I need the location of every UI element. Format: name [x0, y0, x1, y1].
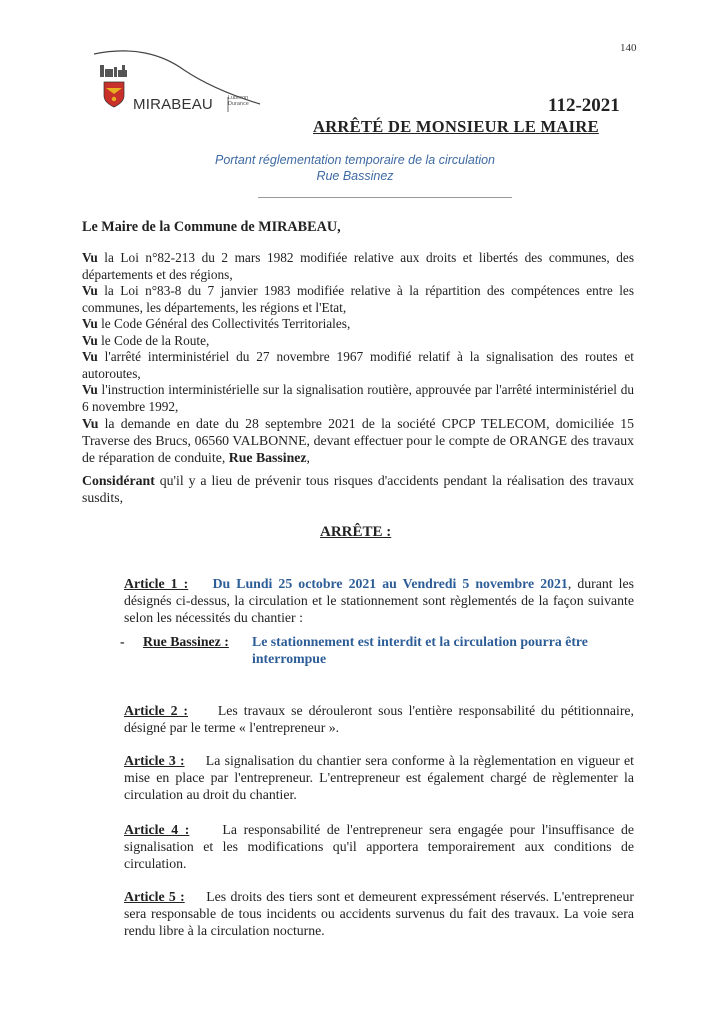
mayor-intro: Le Maire de la Commune de MIRABEAU,: [82, 219, 341, 235]
coat-of-arms-icon: [104, 82, 124, 107]
visa-item: Vu l'instruction interministérielle sur la signalisation routière, approuvée par l'arrêté interministériel du 6 novembre 1992,: [82, 382, 634, 414]
article-dates: Du Lundi 25 octobre 2021 au Vendredi 5 novembre 2021: [212, 576, 568, 591]
document-number: 112-2021: [548, 95, 620, 116]
document-subtitle: [205, 152, 505, 184]
logo-name: MIRABEAU: [133, 96, 213, 113]
document-title: ARRÊTÉ DE MONSIEUR LE MAIRE: [313, 117, 599, 136]
divider: [258, 197, 512, 198]
subtitle-line: Rue Bassinez: [316, 169, 394, 183]
article-label: Article 3 :: [124, 753, 185, 768]
article-4: Article 4 : La responsabilité de l'entrepreneur sera engagée pour l'insuffisance de signalisation et les modifications qu'il apportera temporairement aux conditions de circulation.: [124, 822, 634, 871]
article-label: Article 4 :: [124, 822, 190, 837]
visas-section: [82, 250, 634, 466]
article-label: Article 1 :: [124, 576, 189, 591]
visa-item: Vu l'arrêté interministériel du 27 novembre 1967 modifié relatif à la signalisation des routes et autoroutes,: [82, 349, 634, 381]
article-label: Article 5 :: [124, 889, 185, 904]
visa-item: Vu le Code de la Route,: [82, 332, 210, 348]
article-3: Article 3 : La signalisation du chantier sera conforme à la règlementation en vigueur et mise en place par l'entrepreneur. L'entrepreneur est également chargé de règlementer la circulation au droit du chantier.: [124, 753, 634, 802]
considerant-paragraph: Considérant qu'il y a lieu de prévenir tous risques d'accidents pendant la réalisation des travaux susdits,: [82, 473, 634, 505]
page-number: 140: [620, 42, 637, 54]
mirabeau-logo: [92, 48, 262, 128]
subtitle-line: Portant réglementation temporaire de la circulation: [214, 153, 495, 167]
article-1: Article 1 : Du Lundi 25 octobre 2021 au Vendredi 5 novembre 2021, durant les désignés ci-dessus, la circulation et le stationnement sont règlementés de la façon suivante selon les nécessités du chantier :: [124, 576, 634, 625]
visa-item: Vu la Loi n°83-8 du 7 janvier 1983 modifiée relative à la répartition des compétences entre les communes, les départements, les régions et l'Etat,: [82, 283, 634, 315]
visa-item: Vu la Loi n°82-213 du 2 mars 1982 modifiée relative aux droits et libertés des communes, des départements et des régions,: [82, 250, 634, 282]
logo-subtitle: Luberon Durance: [228, 95, 249, 107]
arrete-heading: ARRÊTE :: [320, 524, 392, 540]
visa-demande: Vu la demande en date du 28 septembre 2021 de la société CPCP TELECOM, domiciliée 15 Traverse des Brucs, 06560 VALBONNE, devant effectuer pour le compte de ORANGE des travaux de réparation de conduite, Rue Bassinez,: [82, 416, 634, 465]
article-5: Article 5 : Les droits des tiers sont et demeurent expressément réservés. L'entrepreneur sera responsable de tous incidents ou accidents survenus du fait des travaux. La voie sera rendu libre à la circulation nocturne.: [124, 889, 634, 938]
bullet-street: Rue Bassinez :: [143, 634, 229, 649]
visa-item: Vu le Code Général des Collectivités Territoriales,: [82, 316, 351, 331]
article-label: Article 2 :: [124, 703, 189, 718]
bullet-text: Le stationnement est interdit et la circulation pourra être interrompue: [252, 634, 588, 666]
article-2: Article 2 : Les travaux se dérouleront sous l'entière responsabilité du pétitionnaire, désigné par le terme « l'entrepreneur ».: [124, 703, 634, 735]
